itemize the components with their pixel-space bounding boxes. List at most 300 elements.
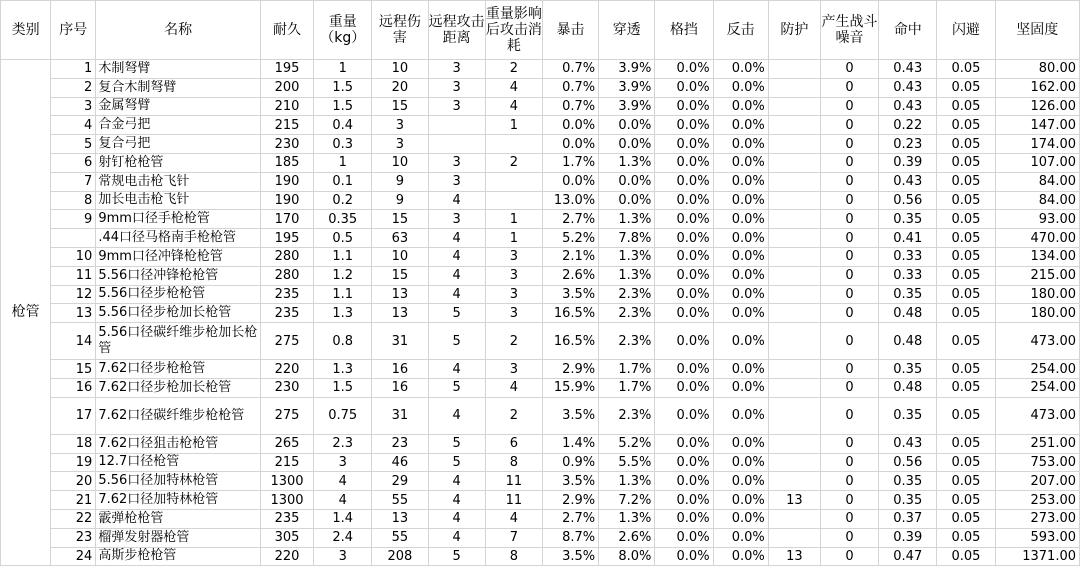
table-row [1,210,1080,229]
cell-dodge: 0.05 [937,229,995,248]
cell-block: 0.0% [655,153,713,172]
cell-block: 0.0% [655,378,713,397]
cell-ranged-range: 5 [428,378,485,397]
cell-penetration: 0.0% [599,172,655,191]
cell-protection [768,434,820,453]
cell-protection [768,247,820,266]
cell-no [51,229,96,248]
cell-weight: 0.35 [314,210,372,229]
cell-weight: 1.1 [314,285,372,304]
cell-attack-cost: 2 [485,397,542,434]
cell-no: 14 [51,323,96,360]
cell-hit: 0.48 [879,304,937,323]
cell-attack-cost: 1 [485,116,542,135]
cell-durability: 200 [260,78,313,97]
cell-protection [768,172,820,191]
cell-weight: 1.5 [314,97,372,116]
cell-crit: 0.0% [542,116,598,135]
cell-crit: 0.7% [542,78,598,97]
cell-block: 0.0% [655,172,713,191]
cell-sturdiness: 251.00 [995,434,1079,453]
cell-noise: 0 [820,397,878,434]
table-row [1,60,1080,79]
cell-noise: 0 [820,153,878,172]
cell-penetration: 3.9% [599,97,655,116]
table-row [1,360,1080,379]
cell-sturdiness: 473.00 [995,323,1079,360]
cell-hit: 0.22 [879,116,937,135]
cell-weight: 3 [314,453,372,472]
cell-counter: 0.0% [713,491,768,510]
cell-durability: 230 [260,378,313,397]
cell-penetration: 0.0% [599,135,655,154]
table-row [1,135,1080,154]
cell-noise: 0 [820,172,878,191]
cell-crit: 0.0% [542,172,598,191]
cell-dodge: 0.05 [937,116,995,135]
cell-name: 加长电击枪飞针 [96,191,261,210]
cell-name: .44口径马格南手枪枪管 [96,229,261,248]
cell-hit: 0.43 [879,97,937,116]
cell-sturdiness: 174.00 [995,135,1079,154]
header-crit: 暴击 [542,1,598,60]
cell-ranged-range: 5 [428,547,485,566]
cell-weight: 0.5 [314,229,372,248]
cell-counter: 0.0% [713,191,768,210]
cell-hit: 0.43 [879,172,937,191]
cell-block: 0.0% [655,434,713,453]
cell-weight: 1 [314,60,372,79]
cell-crit: 3.5% [542,397,598,434]
cell-penetration: 1.7% [599,360,655,379]
cell-protection [768,453,820,472]
header-attack-cost: 重量影响后攻击消耗 [485,1,542,60]
cell-no: 9 [51,210,96,229]
cell-counter: 0.0% [713,472,768,491]
cell-hit: 0.33 [879,266,937,285]
cell-noise: 0 [820,528,878,547]
cell-attack-cost: 8 [485,453,542,472]
cell-ranged-range: 3 [428,210,485,229]
cell-sturdiness: 473.00 [995,397,1079,434]
cell-counter: 0.0% [713,247,768,266]
cell-dodge: 0.05 [937,491,995,510]
cell-sturdiness: 84.00 [995,172,1079,191]
cell-attack-cost: 2 [485,153,542,172]
table-row [1,397,1080,434]
cell-dodge: 0.05 [937,509,995,528]
cell-block: 0.0% [655,210,713,229]
cell-attack-cost: 2 [485,323,542,360]
cell-sturdiness: 93.00 [995,210,1079,229]
cell-counter: 0.0% [713,434,768,453]
cell-durability: 1300 [260,491,313,510]
cell-name: 复合弓把 [96,135,261,154]
cell-sturdiness: 162.00 [995,78,1079,97]
cell-block: 0.0% [655,97,713,116]
cell-dodge: 0.05 [937,453,995,472]
cell-weight: 0.4 [314,116,372,135]
cell-dodge: 0.05 [937,434,995,453]
cell-dodge: 0.05 [937,247,995,266]
cell-attack-cost: 1 [485,210,542,229]
cell-block: 0.0% [655,116,713,135]
cell-noise: 0 [820,509,878,528]
table-row [1,97,1080,116]
cell-protection: 13 [768,547,820,566]
cell-noise: 0 [820,285,878,304]
cell-name: 7.62口径加特林枪管 [96,491,261,510]
cell-no: 4 [51,116,96,135]
cell-penetration: 5.5% [599,453,655,472]
cell-weight: 1.5 [314,78,372,97]
cell-ranged-damage: 63 [372,229,428,248]
cell-attack-cost: 4 [485,78,542,97]
cell-durability: 195 [260,229,313,248]
cell-sturdiness: 207.00 [995,472,1079,491]
cell-ranged-damage: 31 [372,397,428,434]
cell-name: 高斯步枪枪管 [96,547,261,566]
table-row [1,378,1080,397]
cell-no: 24 [51,547,96,566]
cell-dodge: 0.05 [937,153,995,172]
cell-weight: 1.4 [314,509,372,528]
cell-dodge: 0.05 [937,397,995,434]
cell-durability: 305 [260,528,313,547]
cell-noise: 0 [820,78,878,97]
cell-ranged-damage: 46 [372,453,428,472]
cell-no: 6 [51,153,96,172]
cell-ranged-range: 4 [428,472,485,491]
cell-dodge: 0.05 [937,97,995,116]
cell-block: 0.0% [655,547,713,566]
cell-penetration: 2.6% [599,528,655,547]
cell-attack-cost: 3 [485,266,542,285]
cell-name: 射钉枪枪管 [96,153,261,172]
cell-dodge: 0.05 [937,60,995,79]
cell-no: 12 [51,285,96,304]
cell-no: 23 [51,528,96,547]
cell-noise: 0 [820,323,878,360]
cell-penetration: 8.0% [599,547,655,566]
cell-name: 7.62口径碳纤维步枪枪管 [96,397,261,434]
cell-block: 0.0% [655,323,713,360]
cell-dodge: 0.05 [937,266,995,285]
cell-attack-cost: 7 [485,528,542,547]
cell-attack-cost: 11 [485,491,542,510]
cell-noise: 0 [820,135,878,154]
cell-no: 11 [51,266,96,285]
cell-crit: 3.5% [542,285,598,304]
cell-protection [768,472,820,491]
cell-hit: 0.41 [879,229,937,248]
cell-counter: 0.0% [713,323,768,360]
cell-dodge: 0.05 [937,378,995,397]
cell-ranged-range [428,135,485,154]
cell-protection [768,60,820,79]
cell-ranged-damage: 16 [372,360,428,379]
cell-penetration: 0.0% [599,191,655,210]
cell-noise: 0 [820,360,878,379]
cell-attack-cost [485,172,542,191]
cell-weight: 1.2 [314,266,372,285]
table-row [1,285,1080,304]
cell-protection [768,153,820,172]
cell-protection [768,360,820,379]
cell-ranged-range: 4 [428,528,485,547]
cell-attack-cost [485,191,542,210]
cell-block: 0.0% [655,135,713,154]
cell-counter: 0.0% [713,453,768,472]
cell-weight: 2.4 [314,528,372,547]
header-ranged-damage: 远程伤害 [372,1,428,60]
cell-ranged-damage: 3 [372,116,428,135]
cell-ranged-damage: 55 [372,491,428,510]
cell-sturdiness: 147.00 [995,116,1079,135]
cell-block: 0.0% [655,247,713,266]
cell-attack-cost: 3 [485,360,542,379]
cell-durability: 275 [260,397,313,434]
cell-weight: 2.3 [314,434,372,453]
cell-name: 霰弹枪枪管 [96,509,261,528]
cell-no: 1 [51,60,96,79]
cell-name: 9mm口径冲锋枪枪管 [96,247,261,266]
cell-counter: 0.0% [713,210,768,229]
cell-protection [768,509,820,528]
cell-no: 17 [51,397,96,434]
cell-weight: 0.75 [314,397,372,434]
table-row [1,472,1080,491]
cell-ranged-damage: 13 [372,509,428,528]
cell-durability: 220 [260,360,313,379]
cell-dodge: 0.05 [937,191,995,210]
cell-crit: 16.5% [542,304,598,323]
cell-ranged-range: 3 [428,97,485,116]
cell-weight: 1 [314,153,372,172]
cell-block: 0.0% [655,472,713,491]
cell-ranged-damage: 55 [372,528,428,547]
cell-penetration: 7.2% [599,491,655,510]
table-row [1,509,1080,528]
cell-weight: 0.8 [314,323,372,360]
cell-dodge: 0.05 [937,78,995,97]
cell-weight: 1.1 [314,247,372,266]
cell-protection [768,135,820,154]
cell-counter: 0.0% [713,266,768,285]
cell-sturdiness: 215.00 [995,266,1079,285]
cell-no: 22 [51,509,96,528]
cell-no: 20 [51,472,96,491]
table-row [1,247,1080,266]
cell-durability: 190 [260,172,313,191]
cell-attack-cost: 8 [485,547,542,566]
cell-ranged-damage: 10 [372,247,428,266]
cell-crit: 2.6% [542,266,598,285]
table-row [1,266,1080,285]
table-row [1,78,1080,97]
cell-counter: 0.0% [713,78,768,97]
cell-ranged-range: 3 [428,172,485,191]
cell-ranged-damage: 13 [372,285,428,304]
cell-attack-cost: 3 [485,304,542,323]
header-name: 名称 [96,1,261,60]
cell-durability: 235 [260,509,313,528]
cell-attack-cost [485,135,542,154]
cell-ranged-range: 4 [428,191,485,210]
cell-penetration: 2.3% [599,304,655,323]
cell-protection [768,397,820,434]
cell-counter: 0.0% [713,97,768,116]
cell-counter: 0.0% [713,60,768,79]
cell-hit: 0.56 [879,191,937,210]
cell-ranged-damage: 3 [372,135,428,154]
cell-hit: 0.47 [879,547,937,566]
cell-noise: 0 [820,266,878,285]
cell-hit: 0.48 [879,323,937,360]
cell-ranged-range: 5 [428,453,485,472]
cell-name: 7.62口径步枪加长枪管 [96,378,261,397]
cell-counter: 0.0% [713,528,768,547]
cell-hit: 0.23 [879,135,937,154]
header-durability: 耐久 [260,1,313,60]
table-row [1,528,1080,547]
cell-counter: 0.0% [713,304,768,323]
cell-name: 5.56口径冲锋枪枪管 [96,266,261,285]
cell-hit: 0.39 [879,153,937,172]
cell-counter: 0.0% [713,378,768,397]
cell-ranged-damage: 208 [372,547,428,566]
cell-weight: 4 [314,472,372,491]
cell-dodge: 0.05 [937,547,995,566]
cell-crit: 0.7% [542,97,598,116]
cell-crit: 1.4% [542,434,598,453]
cell-ranged-range: 3 [428,60,485,79]
cell-name: 7.62口径步枪枪管 [96,360,261,379]
cell-penetration: 5.2% [599,434,655,453]
cell-crit: 2.7% [542,509,598,528]
cell-noise: 0 [820,116,878,135]
cell-attack-cost: 6 [485,434,542,453]
cell-sturdiness: 180.00 [995,285,1079,304]
cell-name: 12.7口径枪管 [96,453,261,472]
cell-noise: 0 [820,304,878,323]
cell-noise: 0 [820,453,878,472]
cell-noise: 0 [820,60,878,79]
cell-sturdiness: 470.00 [995,229,1079,248]
header-noise: 产生战斗噪音 [820,1,878,60]
cell-counter: 0.0% [713,397,768,434]
cell-ranged-damage: 9 [372,191,428,210]
table-row [1,153,1080,172]
cell-protection [768,210,820,229]
cell-noise: 0 [820,210,878,229]
cell-sturdiness: 180.00 [995,304,1079,323]
cell-noise: 0 [820,491,878,510]
table-row [1,491,1080,510]
cell-crit: 15.9% [542,378,598,397]
cell-durability: 215 [260,116,313,135]
header-row [1,1,1080,60]
cell-hit: 0.33 [879,247,937,266]
cell-counter: 0.0% [713,153,768,172]
cell-durability: 190 [260,191,313,210]
cell-ranged-damage: 29 [372,472,428,491]
cell-ranged-damage: 16 [372,378,428,397]
table-row [1,229,1080,248]
cell-penetration: 3.9% [599,78,655,97]
header-weight: 重量（kg） [314,1,372,60]
cell-weight: 0.2 [314,191,372,210]
cell-block: 0.0% [655,491,713,510]
cell-protection [768,528,820,547]
cell-dodge: 0.05 [937,285,995,304]
cell-dodge: 0.05 [937,528,995,547]
cell-block: 0.0% [655,266,713,285]
table-row [1,116,1080,135]
cell-dodge: 0.05 [937,172,995,191]
cell-sturdiness: 126.00 [995,97,1079,116]
cell-sturdiness: 593.00 [995,528,1079,547]
cell-counter: 0.0% [713,285,768,304]
cell-dodge: 0.05 [937,210,995,229]
cell-no: 13 [51,304,96,323]
cell-block: 0.0% [655,453,713,472]
cell-ranged-damage: 20 [372,78,428,97]
cell-crit: 5.2% [542,229,598,248]
cell-no: 19 [51,453,96,472]
header-penetration: 穿透 [599,1,655,60]
header-no: 序号 [51,1,96,60]
cell-durability: 235 [260,285,313,304]
cell-sturdiness: 254.00 [995,360,1079,379]
cell-protection [768,116,820,135]
cell-durability: 275 [260,323,313,360]
cell-attack-cost: 4 [485,509,542,528]
cell-crit: 1.7% [542,153,598,172]
cell-ranged-range: 4 [428,491,485,510]
cell-counter: 0.0% [713,547,768,566]
cell-protection [768,323,820,360]
cell-ranged-damage: 31 [372,323,428,360]
cell-sturdiness: 253.00 [995,491,1079,510]
cell-counter: 0.0% [713,172,768,191]
cell-crit: 3.5% [542,472,598,491]
cell-attack-cost: 3 [485,247,542,266]
cell-name: 木制弩臂 [96,60,261,79]
header-category: 类别 [1,1,51,60]
cell-crit: 0.9% [542,453,598,472]
cell-durability: 210 [260,97,313,116]
cell-protection [768,266,820,285]
cell-ranged-range: 4 [428,397,485,434]
cell-hit: 0.35 [879,285,937,304]
cell-name: 5.56口径加特林枪管 [96,472,261,491]
cell-penetration: 2.3% [599,397,655,434]
cell-ranged-range: 3 [428,153,485,172]
cell-ranged-damage: 23 [372,434,428,453]
cell-crit: 16.5% [542,323,598,360]
cell-ranged-range: 4 [428,285,485,304]
cell-hit: 0.43 [879,60,937,79]
cell-ranged-damage: 13 [372,304,428,323]
cell-noise: 0 [820,191,878,210]
cell-crit: 13.0% [542,191,598,210]
cell-penetration: 2.3% [599,323,655,360]
cell-ranged-range [428,116,485,135]
cell-protection [768,378,820,397]
cell-protection [768,78,820,97]
cell-hit: 0.39 [879,528,937,547]
